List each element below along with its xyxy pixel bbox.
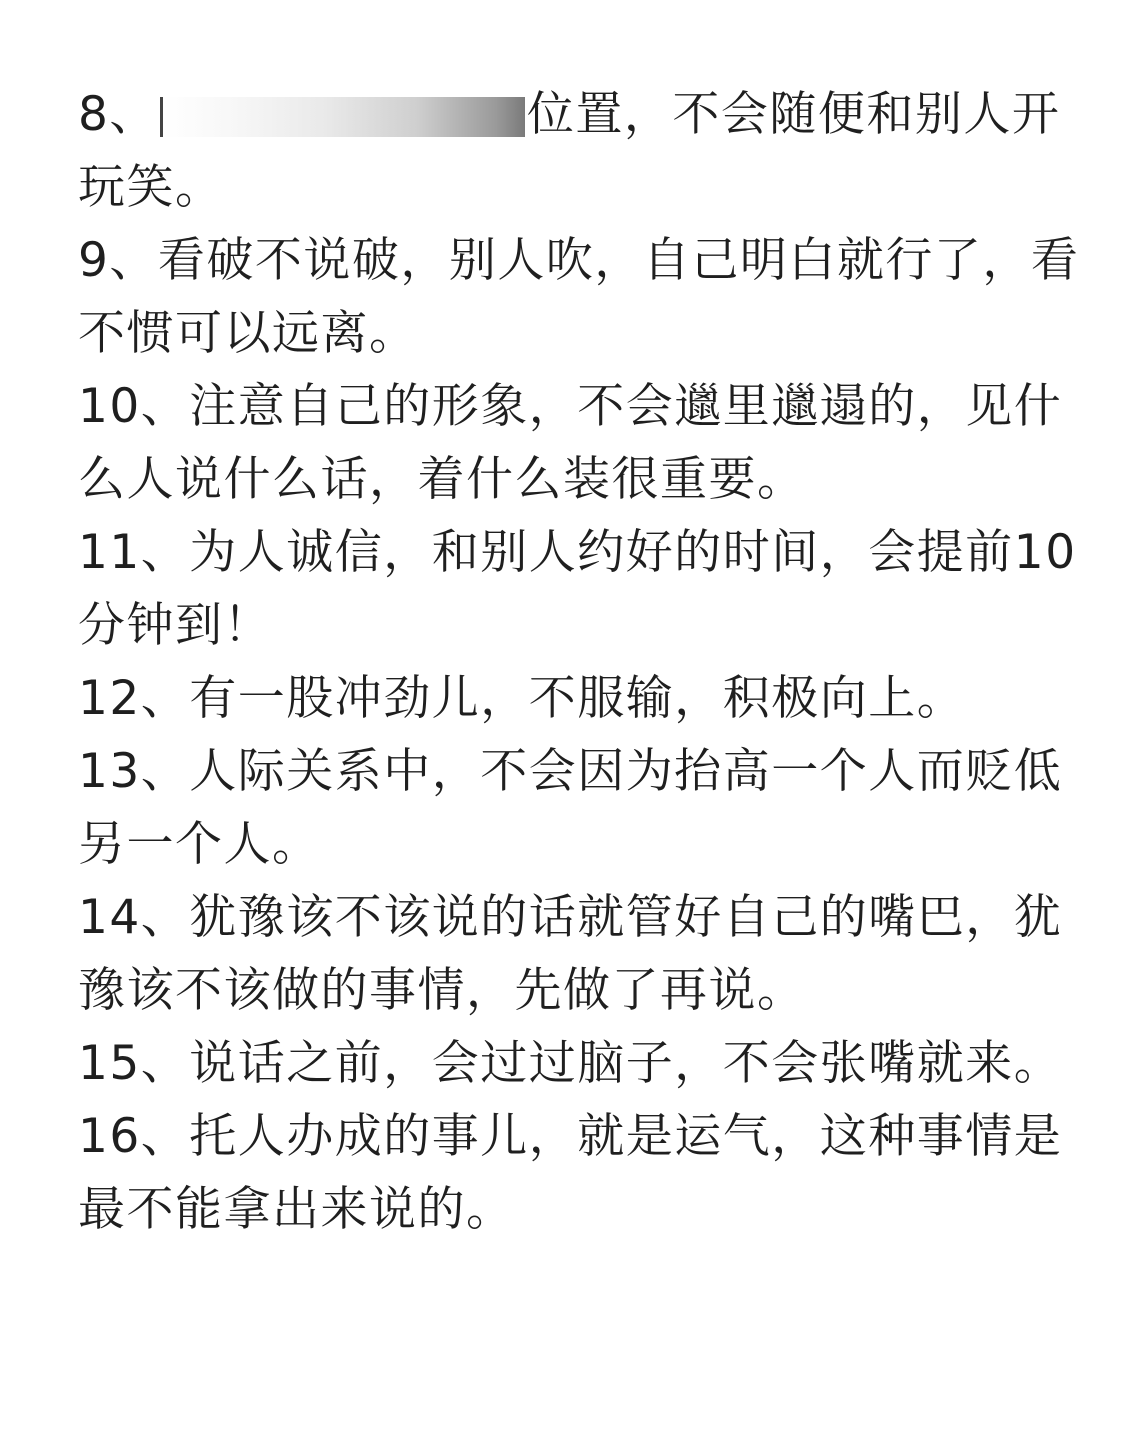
tip-item-8 (78, 78, 1088, 224)
tip-item-16: 16、托人办成的事儿，就是运气，这种事情是最不能拿出来说的。 (78, 1109, 1063, 1237)
tip-item-9: 9、看破不说破，别人吹，自己明白就行了，看不惯可以远离。 (78, 233, 1080, 361)
tips-list (78, 78, 1088, 1246)
tip-item-14: 14、犹豫该不该说的话就管好自己的嘴巴，犹豫该不该做的事情，先做了再说。 (78, 890, 1063, 1018)
tip-number: 8、 (78, 87, 158, 142)
tip-text: 位置，不会随便和别人开玩笑。 (78, 87, 1061, 215)
redacted-blur-block (160, 97, 525, 137)
tip-item-15: 15、说话之前，会过过脑子，不会张嘴就来。 (78, 1036, 1063, 1091)
tip-item-12: 12、有一股冲劲儿，不服输，积极向上。 (78, 671, 966, 726)
tip-item-11: 11、为人诚信，和别人约好的时间，会提前10分钟到！ (78, 525, 1077, 653)
tip-item-13: 13、人际关系中，不会因为抬高一个人而贬低另一个人。 (78, 744, 1063, 872)
tip-item-10: 10、注意自己的形象，不会邋里邋遢的，见什么人说什么话，着什么装很重要。 (78, 379, 1063, 507)
